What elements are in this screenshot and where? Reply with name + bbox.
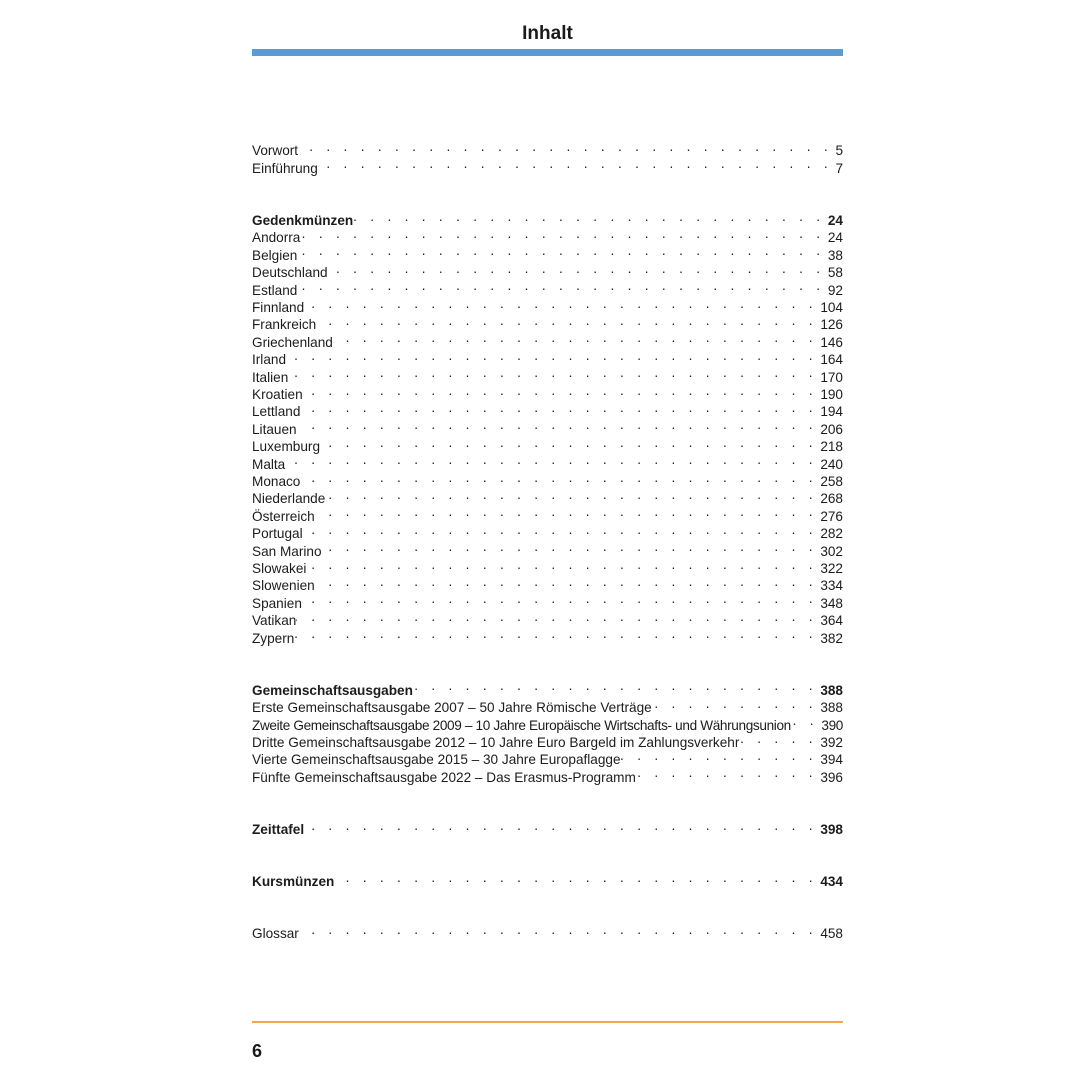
toc-entry-label: Irland [252, 352, 287, 368]
dot-leader [791, 712, 818, 729]
toc-entry [252, 225, 843, 246]
footer-rule [252, 1021, 843, 1023]
toc-section-label: Kursmünzen [252, 874, 335, 890]
toc-section-label: Gedenkmünzen [252, 212, 354, 228]
toc-entry-page: 258 [820, 473, 843, 489]
toc-entry-page: 190 [820, 386, 843, 402]
toc-entry-page: 5 [835, 143, 843, 159]
toc-entry-page: 146 [820, 334, 843, 350]
toc-entry-einfuehrung [252, 155, 843, 176]
toc-entry-page: 392 [820, 734, 843, 750]
dot-leader [320, 434, 817, 451]
dot-leader [739, 730, 817, 747]
toc-entry [252, 521, 843, 542]
dot-leader [306, 556, 817, 573]
dot-leader [315, 573, 818, 590]
dot-leader [296, 608, 817, 625]
dot-leader [334, 869, 817, 886]
toc-entry [252, 329, 843, 350]
toc-entry-page: 388 [820, 700, 843, 716]
toc-entry-page: 390 [821, 717, 843, 733]
toc-entry-label: Österreich [252, 508, 315, 524]
toc-entry [252, 242, 843, 263]
dot-leader [304, 817, 817, 834]
dot-leader [636, 764, 817, 781]
toc-entry-page: 38 [827, 247, 843, 263]
toc-entry-label: Zweite Gemeinschaftsausgabe 2009 – 10 Jahre Europäische Wirtschafts- und Währungsunion [252, 717, 791, 733]
dot-leader [303, 382, 818, 399]
toc-entry [252, 399, 843, 420]
toc-section-page: 434 [820, 874, 843, 890]
toc-entry-label: Kroatien [252, 386, 303, 402]
dot-leader [316, 312, 817, 329]
dot-leader [322, 538, 818, 555]
toc-entry-page: 276 [820, 508, 843, 524]
toc-entry [252, 625, 843, 646]
toc-entry-label: Italien [252, 369, 289, 385]
toc-entry-vorwort [252, 138, 843, 159]
toc-entry [252, 469, 843, 489]
toc-entry [252, 312, 843, 333]
toc-entry-page: 458 [820, 926, 843, 942]
toc-entry [252, 295, 843, 315]
toc-entry [252, 486, 843, 507]
toc-entry [252, 503, 843, 524]
toc-entry [252, 277, 843, 298]
toc-entry-label: Monaco [252, 473, 301, 489]
toc-entry-page: 348 [820, 595, 843, 611]
dot-leader [621, 747, 818, 764]
toc-entry-label: Lettland [252, 404, 301, 420]
page-number: 6 [252, 1041, 263, 1061]
toc-entry [252, 712, 843, 733]
toc-entry-page: 7 [835, 160, 843, 176]
toc-entry-label: Zypern [252, 630, 295, 646]
toc-entry [252, 695, 843, 716]
toc-entry-page: 194 [820, 404, 843, 420]
dot-leader [299, 921, 817, 938]
toc-section-page: 398 [820, 821, 843, 837]
toc-entry-page: 104 [820, 299, 843, 315]
dot-leader [297, 242, 825, 259]
toc-entry-label: Einführung [252, 160, 318, 176]
toc-entry [252, 382, 843, 402]
toc-section-label: Gemeinschaftsausgaben [252, 682, 413, 698]
toc-entry-label: Belgien [252, 247, 298, 263]
dot-leader [300, 469, 817, 486]
dot-leader [286, 347, 817, 364]
dot-leader [304, 295, 817, 312]
dot-leader [297, 277, 825, 294]
toc-entry-label: Glossar [252, 926, 299, 942]
dot-leader [652, 695, 818, 712]
toc-entry-label: Griechenland [252, 334, 333, 350]
dot-leader [303, 521, 818, 538]
toc-section-page: 388 [820, 682, 843, 698]
dot-leader [300, 225, 825, 242]
toc-entry [252, 347, 843, 368]
toc-entry [252, 434, 843, 455]
toc-entry [252, 364, 843, 385]
toc-entry-label: Vatikan [252, 613, 297, 629]
toc-entry-page: 126 [820, 317, 843, 333]
page-title: Inhalt [522, 23, 573, 44]
toc-entry-label: Slowenien [252, 578, 315, 594]
toc-entry-page: 394 [820, 752, 843, 768]
toc-entry [252, 451, 843, 472]
toc-entry [252, 538, 843, 559]
toc-entry-label: Vorwort [252, 143, 299, 159]
dot-leader [328, 260, 825, 277]
toc-entry-label: Niederlande [252, 491, 326, 507]
toc-entry-page: 396 [820, 769, 843, 785]
toc-entry-label: Slowakei [252, 560, 307, 576]
dot-leader [288, 364, 817, 381]
toc-entry-label: Finnland [252, 299, 305, 315]
toc-entry-label: Erste Gemeinschaftsausgabe 2007 – 50 Jahre Römische Verträge [252, 700, 652, 716]
toc-entry-label: Fünfte Gemeinschaftsausgabe 2022 – Das Erasmus-Programm [252, 769, 636, 785]
toc-entry-label: Frankreich [252, 317, 317, 333]
toc-entry-glossar [252, 921, 843, 942]
dot-leader [285, 451, 817, 468]
toc-entry-page: 282 [820, 526, 843, 542]
toc-entry [252, 573, 843, 594]
toc-entry-label: Dritte Gemeinschaftsausgabe 2012 – 10 Jahre Euro Bargeld im Zahlungsverkehr [252, 734, 740, 750]
toc-entry-label: Deutschland [252, 265, 328, 281]
toc-entry [252, 747, 843, 768]
toc-entry-page: 268 [820, 491, 843, 507]
dot-leader [333, 329, 817, 346]
toc-entry-label: Portugal [252, 526, 303, 542]
toc-entry [252, 730, 843, 750]
toc-entry-label: Malta [252, 456, 286, 472]
toc-entry-page: 240 [820, 456, 843, 472]
toc-entry-page: 334 [820, 578, 843, 594]
toc-entry-page: 206 [820, 421, 843, 437]
dot-leader [413, 677, 817, 694]
toc-entry-page: 302 [820, 543, 843, 559]
dot-leader [353, 208, 825, 225]
toc-entry-label: Andorra [252, 230, 301, 246]
toc-entry-page: 58 [827, 265, 843, 281]
toc-section-gemeinschaftsausgaben [252, 677, 843, 698]
toc-entry [252, 260, 843, 281]
toc-entry-page: 92 [827, 282, 843, 298]
toc-entry-label: San Marino [252, 543, 322, 559]
toc-entry-page: 322 [820, 560, 843, 576]
toc-entry [252, 416, 843, 437]
toc-entry-page: 24 [827, 230, 843, 246]
dot-leader [300, 399, 817, 416]
toc-entry-page: 218 [820, 439, 843, 455]
toc-entry-page: 164 [820, 352, 843, 368]
toc-entry-label: Estland [252, 282, 298, 298]
toc-section-zeittafel [252, 817, 843, 837]
toc-entry-page: 364 [820, 613, 843, 629]
toc-entry [252, 556, 843, 576]
toc-entry-label: Vierte Gemeinschaftsausgabe 2015 – 30 Jahre Europaflagge [252, 752, 621, 768]
dot-leader [325, 486, 817, 503]
toc-section-kursmuenzen [252, 869, 843, 890]
toc-entry-label: Litauen [252, 421, 297, 437]
toc-entry-page: 170 [820, 369, 843, 385]
toc-section-page: 24 [827, 212, 843, 228]
toc-entry [252, 764, 843, 785]
toc-entry-label: Spanien [252, 595, 302, 611]
toc-entry [252, 608, 843, 629]
dot-leader [298, 138, 832, 155]
toc-entry-page: 382 [820, 630, 843, 646]
dot-leader [315, 503, 818, 520]
toc-entry [252, 590, 843, 611]
toc-section-gedenkmuenzen [252, 208, 843, 228]
toc-section-label: Zeittafel [252, 821, 305, 837]
dot-leader [318, 155, 833, 172]
toc-entry-label: Luxemburg [252, 439, 321, 455]
dot-leader [302, 590, 817, 607]
dot-leader [294, 625, 817, 642]
dot-leader [297, 416, 818, 433]
table-of-contents [252, 0, 843, 1080]
